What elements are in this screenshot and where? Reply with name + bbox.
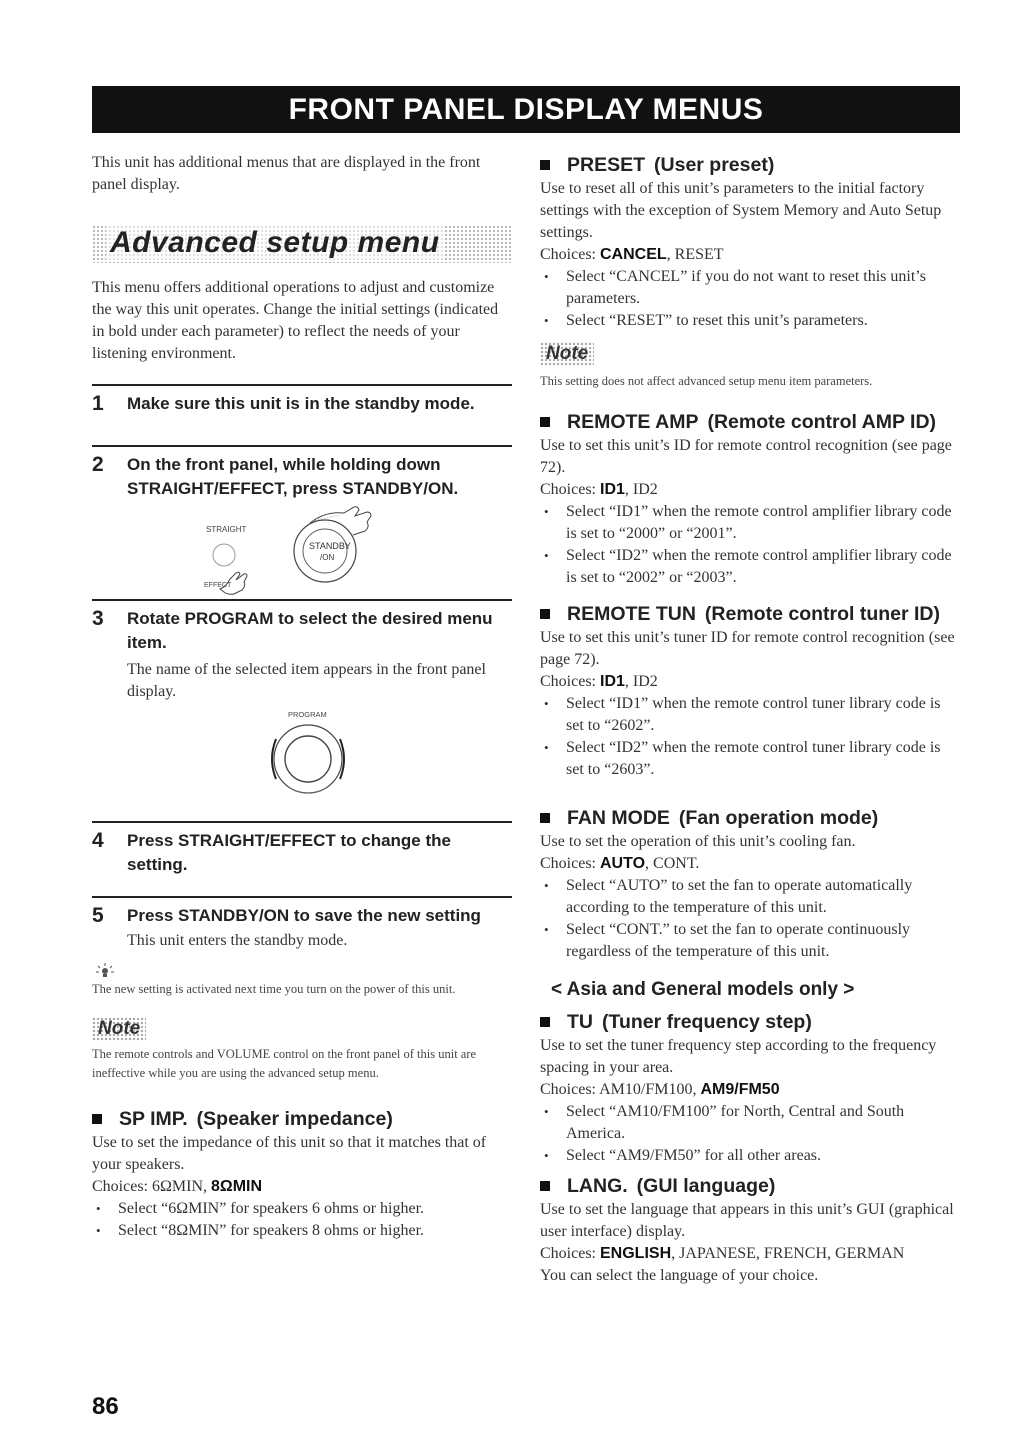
section-bullet-icon — [540, 417, 550, 427]
section-choices — [540, 1243, 960, 1265]
choices-label: Choices: — [540, 855, 600, 872]
bullet-item: • Select “RESET” to reset this unit’s parameters. — [540, 310, 960, 332]
section-choices — [92, 1176, 512, 1198]
lang-section — [540, 1173, 960, 1287]
program-knob-outer-icon — [274, 725, 342, 793]
section-subtitle: (Remote control tuner ID) — [704, 603, 941, 625]
straight-effect-standby-illustration — [92, 503, 512, 595]
choice-default: ID1 — [600, 481, 625, 498]
right-column — [540, 152, 960, 1287]
knob-shadow-icon — [288, 787, 328, 793]
tu-heading — [540, 1009, 960, 1035]
section-title: REMOTE AMP — [567, 411, 699, 433]
fan-mode-heading — [540, 805, 960, 831]
step-3 — [92, 599, 512, 655]
page-banner-title: FRONT PANEL DISPLAY MENUS — [92, 86, 960, 133]
bullet-item: • Select “6ΩMIN” for speakers 6 ohms or higher. — [92, 1198, 512, 1220]
asia-general-models-heading: < Asia and General models only > — [551, 979, 855, 1000]
section-description: Use to set the impedance of this unit so that it matches that of your speakers. — [92, 1134, 487, 1173]
choice-option: , JAPANESE, FRENCH, GERMAN — [671, 1245, 905, 1262]
choice-default: ENGLISH — [600, 1245, 672, 1262]
bullet-item: • Select “CANCEL” if you do not want to reset this unit’s parameters. — [540, 266, 960, 310]
remote-amp-section — [540, 409, 960, 589]
straight-effect-button-icon — [213, 544, 235, 566]
bullet-item: • Select “AM9/FM50” for all other areas. — [540, 1145, 960, 1167]
step-title: Press STANDBY/ON to save the new setting — [127, 906, 481, 925]
section-choices — [540, 244, 960, 266]
intro-text: This unit has additional menus that are displayed in the front panel display. — [92, 154, 481, 193]
program-knob-illustration — [92, 707, 512, 815]
section-bullets — [540, 693, 960, 781]
step-2 — [92, 445, 512, 501]
straight-label: STRAIGHT — [206, 525, 247, 534]
step-1 — [92, 384, 512, 416]
note-text: This setting does not affect advanced setup menu item parameters. — [540, 374, 873, 388]
bullet-item: • Select “CONT.” to set the fan to operate continuously regardless of the temperature of this unit. — [540, 919, 960, 963]
on-label: /ON — [320, 553, 335, 562]
step-number: 5 — [92, 904, 104, 927]
step-number: 2 — [92, 453, 104, 476]
section-description: Use to set the operation of this unit’s cooling fan. — [540, 833, 856, 850]
advanced-setup-heading — [92, 225, 512, 263]
note-text: The remote controls and VOLUME control on the front panel of this unit are ineffective while you are using the advanced setup menu. — [92, 1047, 477, 1080]
step-number: 4 — [92, 829, 104, 852]
section-title: REMOTE TUN — [567, 603, 696, 625]
left-column — [92, 152, 512, 1242]
section-title: LANG. — [567, 1175, 628, 1197]
step-5-body: This unit enters the standby mode. — [127, 932, 348, 949]
step-number: 3 — [92, 607, 104, 630]
section-bullet-icon — [540, 813, 550, 823]
preset-note-block — [540, 342, 960, 391]
choice-default: AM9/FM50 — [700, 1081, 780, 1098]
step-title: Press STRAIGHT/EFFECT to change the setting. — [127, 831, 451, 874]
choice-option: , ID2 — [624, 673, 658, 690]
preset-heading — [540, 152, 960, 178]
step-title: Make sure this unit is in the standby mode. — [127, 394, 475, 413]
section-bullets — [540, 1101, 960, 1167]
fan-mode-section — [540, 805, 960, 963]
advanced-setup-description: This menu offers additional operations to adjust and customize the way this unit operates. Change the initial settings (indicated in bold under each parameter) to reflect the needs of your listening environment. — [92, 279, 499, 362]
page-number: 86 — [92, 1393, 119, 1420]
tip-text: The new setting is activated next time you turn on the power of this unit. — [92, 982, 456, 996]
remote-tun-section — [540, 601, 960, 781]
section-bullet-icon — [92, 1114, 102, 1124]
standby-label: STANDBY — [309, 541, 351, 551]
section-subtitle: (User preset) — [654, 154, 775, 176]
section-bullet-icon — [540, 1181, 550, 1191]
sp-imp-section — [92, 1106, 512, 1242]
section-bullets — [540, 266, 960, 332]
choice-option: , CONT. — [645, 855, 700, 872]
bullet-item: • Select “ID2” when the remote control amplifier library code is set to “2002” or “2003”. — [540, 545, 960, 589]
section-title: PRESET — [567, 154, 646, 176]
bullet-item: • Select “ID2” when the remote control tuner library code is set to “2603”. — [540, 737, 960, 781]
bullet-item: • Select “AUTO” to set the fan to operate automatically according to the temperature of this unit. — [540, 875, 960, 919]
remote-tun-heading — [540, 601, 960, 627]
section-description: Use to set the tuner frequency step according to the frequency spacing in your area. — [540, 1037, 937, 1076]
section-subtitle: (GUI language) — [636, 1175, 776, 1197]
section-title: TU — [567, 1011, 593, 1033]
section-title: SP IMP. — [119, 1108, 188, 1130]
choice-option: , ID2 — [624, 481, 658, 498]
choice-option: AM10/FM100, — [599, 1081, 701, 1098]
tip-lightbulb-icon — [92, 960, 122, 980]
choices-label: Choices: — [540, 481, 600, 498]
section-choices — [540, 1079, 960, 1101]
section-subtitle: (Remote control AMP ID) — [707, 411, 937, 433]
program-knob-inner-icon — [285, 736, 331, 782]
section-extra-text: You can select the language of your choice. — [540, 1267, 819, 1284]
section-choices — [540, 479, 960, 501]
choice-option: 6ΩMIN, — [152, 1178, 211, 1195]
bullet-item: • Select “AM10/FM100” for North, Central and South America. — [540, 1101, 960, 1145]
section-subtitle: (Speaker impedance) — [196, 1108, 393, 1130]
choice-default: AUTO — [600, 855, 646, 872]
step-4 — [92, 821, 512, 877]
section-description: Use to set the language that appears in this unit’s GUI (graphical user interface) display. — [540, 1201, 954, 1240]
advanced-setup-heading-text: Advanced setup menu — [106, 226, 444, 260]
choices-label: Choices: — [540, 1245, 600, 1262]
step-number: 1 — [92, 392, 104, 415]
choices-label: Choices: — [540, 246, 600, 263]
preset-section — [540, 152, 960, 391]
section-description: Use to set this unit’s tuner ID for remote control recognition (see page 72). — [540, 629, 955, 668]
note-label: Note — [540, 342, 594, 366]
step-3-body: The name of the selected item appears in the front panel display. — [127, 661, 486, 700]
choices-label: Choices: — [540, 673, 600, 690]
section-bullets — [540, 875, 960, 963]
section-bullets — [92, 1198, 512, 1242]
step-title: On the front panel, while holding down STRAIGHT/EFFECT, press STANDBY/ON. — [127, 455, 459, 498]
section-choices — [540, 853, 960, 875]
section-bullet-icon — [540, 609, 550, 619]
section-title: FAN MODE — [567, 807, 670, 829]
choice-default: CANCEL — [600, 246, 667, 263]
section-subtitle: (Fan operation mode) — [678, 807, 879, 829]
program-label: PROGRAM — [288, 710, 327, 719]
lang-heading — [540, 1173, 960, 1199]
choices-label: Choices: — [92, 1178, 152, 1195]
note-label: Note — [92, 1017, 146, 1041]
section-description: Use to reset all of this unit’s parameters to the initial factory settings with the exception of System Memory and Auto Setup settings. — [540, 180, 942, 241]
step-5 — [92, 896, 512, 928]
note-block — [92, 1017, 512, 1083]
section-bullet-icon — [540, 160, 550, 170]
section-bullets — [540, 501, 960, 589]
section-choices — [540, 671, 960, 693]
section-description: Use to set this unit’s ID for remote control recognition (see page 72). — [540, 437, 952, 476]
effect-label: EFFECT — [204, 582, 232, 589]
section-subtitle: (Tuner frequency step) — [602, 1011, 812, 1033]
tu-section — [540, 1009, 960, 1167]
bullet-item: • Select “8ΩMIN” for speakers 8 ohms or higher. — [92, 1220, 512, 1242]
sp-imp-heading — [92, 1106, 512, 1132]
step-title: Rotate PROGRAM to select the desired menu item. — [127, 609, 493, 652]
choice-default: 8ΩMIN — [211, 1178, 263, 1195]
remote-amp-heading — [540, 409, 960, 435]
bullet-item: • Select “ID1” when the remote control tuner library code is set to “2602”. — [540, 693, 960, 737]
choice-default: ID1 — [600, 673, 625, 690]
section-bullet-icon — [540, 1017, 550, 1027]
choices-label: Choices: — [540, 1081, 600, 1098]
bullet-item: • Select “ID1” when the remote control amplifier library code is set to “2000” or “2001”. — [540, 501, 960, 545]
standby-button-inner-icon — [303, 529, 347, 573]
choice-option: , RESET — [666, 246, 724, 263]
